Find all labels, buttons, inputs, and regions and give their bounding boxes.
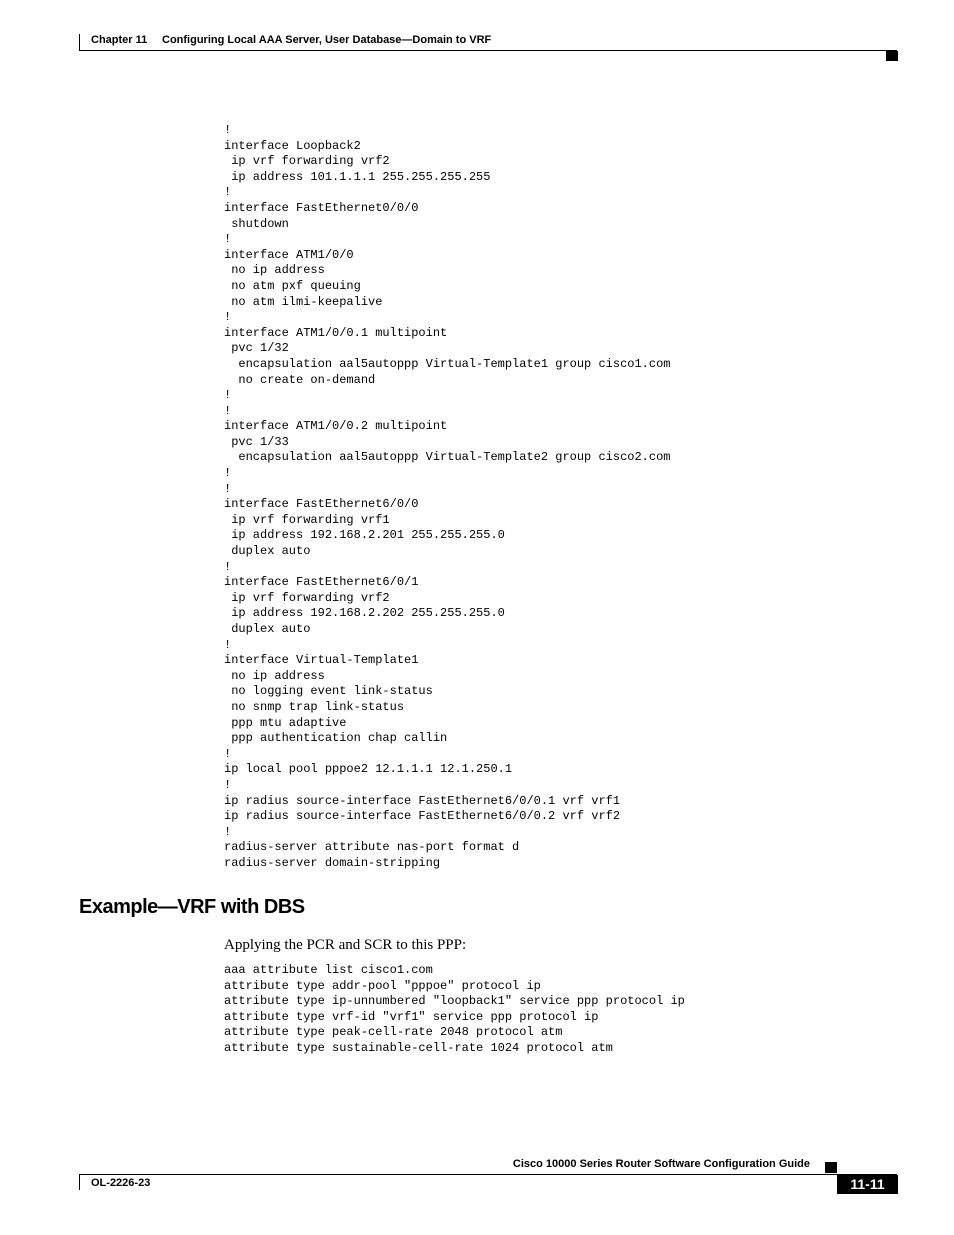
page-number: 11-11 bbox=[837, 1175, 898, 1194]
footer-guide-title: Cisco 10000 Series Router Software Configuration Guide bbox=[512, 1158, 810, 1170]
footer-rule-vertical bbox=[79, 1174, 80, 1190]
section-heading: Example—VRF with DBS bbox=[79, 896, 305, 918]
footer-rule bbox=[79, 1174, 897, 1175]
attribute-code-block: aaa attribute list cisco1.com attribute type addr-pool "pppoe" protocol ip attribute type ip-unnumbered "loopback1" service ppp protocol ip attribute type vrf-id "vrf1" service ppp protocol ip attribute type peak-cell-rate 2048 protocol atm attribute type sustainable-cell-rate 1024 protocol atm bbox=[224, 963, 685, 1055]
header-rule-vertical bbox=[79, 34, 80, 51]
header-rule bbox=[79, 50, 897, 51]
section-intro-text: Applying the PCR and SCR to this PPP: bbox=[224, 937, 467, 953]
footer-corner-block bbox=[825, 1162, 837, 1173]
header-title: Configuring Local AAA Server, User Database—Domain to VRF bbox=[162, 34, 492, 46]
config-code-block: ! interface Loopback2 ip vrf forwarding vrf2 ip address 101.1.1.1 255.255.255.255 ! interface FastEthernet0/0/0 shutdown ! interface ATM1/0/0 no ip address no atm pxf queuing no atm ilmi-keepalive ! interface ATM1/0/0.1 multipoint pvc 1/32 encapsulation aal5autoppp Virtual-Template1 group cisco1.com no create on-demand ! ! interface ATM1/0/0.2 multipoint pvc 1/33 encapsulation aal5autoppp Virtual-Template2 group cisco2.com ! ! interface FastEthernet6/0/0 ip vrf forwarding vrf1 ip address 192.168.2.201 255.255.255.0 duplex auto ! interface FastEthernet6/0/1 ip vrf forwarding vrf2 ip address 192.168.2.202 255.255.255.0 duplex auto ! interface Virtual-Template1 no ip address no logging event link-status no snmp trap link-status ppp mtu adaptive ppp authentication chap callin ! ip local pool pppoe2 12.1.1.1 12.1.250.1 ! ip radius source-interface FastEthernet6/0/0.1 vrf vrf1 ip radius source-interface FastEthernet6/0/0.2 vrf vrf2 ! radius-server attribute nas-port format d radius-server domain-stripping bbox=[224, 123, 671, 870]
header-corner-block bbox=[886, 51, 898, 61]
header-chapter: Chapter 11 bbox=[91, 34, 148, 46]
footer-doc-number: OL-2226-23 bbox=[91, 1177, 151, 1189]
